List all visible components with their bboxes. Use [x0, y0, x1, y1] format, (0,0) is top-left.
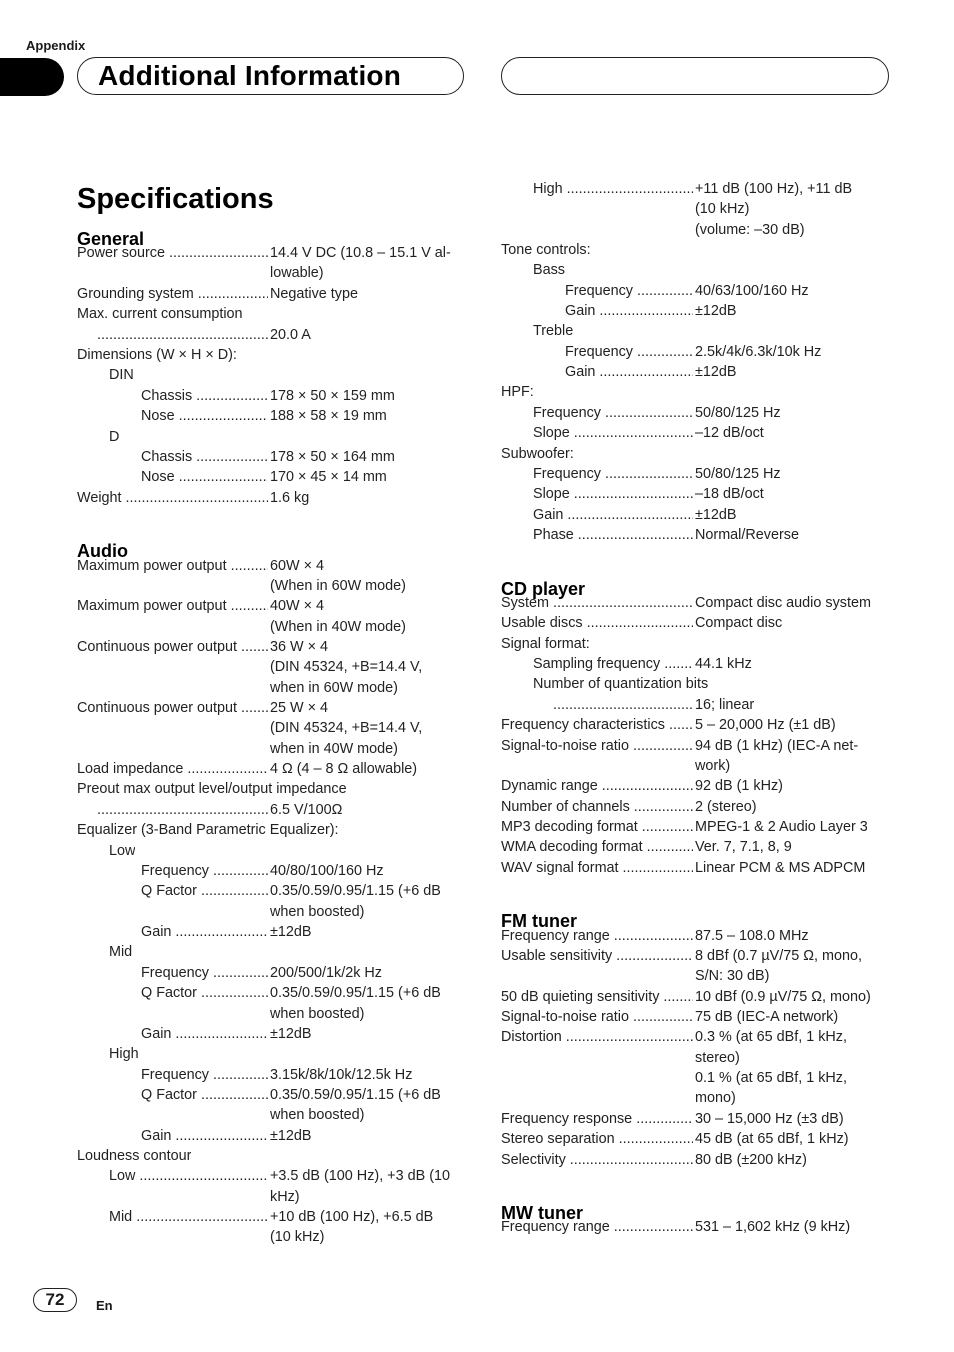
spec-label: Load impedance .....: [77, 759, 268, 779]
spec-row: [77, 922, 467, 942]
spec-row: [501, 199, 891, 219]
section-heading: MW tuner: [501, 1203, 583, 1223]
spec-value: 0.35/0.59/0.95/1.15 (+6 dB: [270, 883, 441, 899]
spec-label: DIN: [109, 367, 134, 383]
spec-row: [501, 525, 891, 545]
spec-row: [501, 966, 891, 986]
spec-value: +11 dB (100 Hz), +11 dB: [695, 181, 853, 197]
spec-row: [77, 1207, 467, 1227]
spec-row: [501, 634, 891, 654]
spec-row: [77, 1044, 467, 1064]
spec-label: [553, 695, 693, 715]
spec-label: Sampling frequency .....: [533, 654, 693, 674]
spec-label: Mid: [109, 944, 133, 960]
spec-row: [501, 837, 891, 857]
spec-row: [501, 220, 891, 240]
spec-label: Loudness contour: [77, 1148, 192, 1164]
spec-value: 5 – 20,000 Hz (±1 dB): [695, 717, 836, 733]
spec-row: [501, 1109, 891, 1129]
spec-value: 40/63/100/160 Hz: [695, 283, 809, 299]
spec-label: Signal format:: [501, 636, 590, 652]
spec-value: (10 kHz): [270, 1229, 325, 1245]
spec-row: [501, 1088, 891, 1108]
spec-label: Bass: [533, 262, 565, 278]
spec-row: [77, 1227, 467, 1247]
spec-label: Gain .....: [533, 505, 693, 525]
spec-value: 20.0 A: [270, 327, 311, 343]
spec-row: [77, 698, 467, 718]
spec-label: System .....: [501, 593, 693, 613]
spec-row: [77, 1004, 467, 1024]
spec-value: 2.5k/4k/6.3k/10k Hz: [695, 344, 822, 360]
spec-value: kHz): [270, 1189, 300, 1205]
spec-value: 6.5 V/100Ω: [270, 802, 343, 818]
spec-value: when boosted): [270, 1006, 365, 1022]
spec-label: Grounding system .....: [77, 284, 268, 304]
spec-label: Dynamic range .....: [501, 776, 693, 796]
spec-row: [501, 505, 891, 525]
spec-value: 200/500/1k/2k Hz: [270, 965, 382, 981]
spec-label: Frequency .....: [141, 963, 268, 983]
spec-row: [77, 1126, 467, 1146]
header-title: Additional Information: [98, 60, 402, 91]
spec-row: [77, 284, 467, 304]
spec-label: Preout max output level/output impedance: [77, 781, 347, 797]
spec-value: 10 dBf (0.9 µV/75 Ω, mono): [695, 989, 871, 1005]
spec-label: Nose .....: [141, 406, 268, 426]
spec-value: ±12dB: [270, 1128, 312, 1144]
spec-row: [77, 759, 467, 779]
spec-row: [501, 946, 891, 966]
spec-label: Frequency range .....: [501, 926, 693, 946]
spec-row: [77, 718, 467, 738]
spec-label: Selectivity .....: [501, 1150, 693, 1170]
spec-value: (When in 60W mode): [270, 578, 406, 594]
spec-row: [77, 386, 467, 406]
spec-value: 2 (stereo): [695, 799, 757, 815]
spec-row: [501, 342, 891, 362]
spec-row: [501, 1129, 891, 1149]
spec-row: [77, 304, 467, 324]
spec-row: [501, 797, 891, 817]
page-number: 72: [33, 1288, 77, 1312]
spec-label: Frequency response .....: [501, 1109, 693, 1129]
spec-label: 50 dB quieting sensitivity .....: [501, 987, 693, 1007]
spec-value: 44.1 kHz: [695, 656, 752, 672]
spec-label: Slope .....: [533, 484, 693, 504]
spec-value: 94 dB (1 kHz) (IEC-A net-: [695, 738, 859, 754]
spec-value: when boosted): [270, 1107, 365, 1123]
spec-row: [501, 817, 891, 837]
spec-value: 8 dBf (0.7 µV/75 Ω, mono,: [695, 948, 863, 964]
spec-label: Chassis .....: [141, 447, 268, 467]
spec-row: [77, 881, 467, 901]
language-code: En: [96, 1298, 113, 1313]
spec-row: [501, 444, 891, 464]
spec-value: 4 Ω (4 – 8 Ω allowable): [270, 761, 418, 777]
spec-value: 188 × 58 × 19 mm: [270, 408, 387, 424]
spec-label: Dimensions (W × H × D):: [77, 347, 237, 363]
spec-label: Frequency .....: [565, 281, 693, 301]
spec-label: Gain .....: [141, 1024, 268, 1044]
spec-row: [501, 179, 891, 199]
spec-row: [77, 861, 467, 881]
spec-row: [77, 243, 467, 263]
spec-label: Continuous power output .....: [77, 698, 268, 718]
spec-label: WMA decoding format .....: [501, 837, 693, 857]
spec-label: Number of channels .....: [501, 797, 693, 817]
spec-value: ±12dB: [695, 364, 737, 380]
spec-label: Chassis .....: [141, 386, 268, 406]
spec-label: Q Factor .....: [141, 1085, 268, 1105]
spec-value: 0.1 % (at 65 dBf, 1 kHz,: [695, 1070, 847, 1086]
spec-row: [77, 1166, 467, 1186]
spec-row: [77, 1146, 467, 1166]
spec-row: [77, 963, 467, 983]
spec-row: [501, 1068, 891, 1088]
spec-label: Treble: [533, 323, 574, 339]
spec-label: Stereo separation .....: [501, 1129, 693, 1149]
spec-value: 0.35/0.59/0.95/1.15 (+6 dB: [270, 1087, 441, 1103]
spec-label: Q Factor .....: [141, 881, 268, 901]
spec-value: 50/80/125 Hz: [695, 405, 781, 421]
spec-value: 3.15k/8k/10k/12.5k Hz: [270, 1067, 413, 1083]
spec-row: [501, 362, 891, 382]
spec-value: when boosted): [270, 904, 365, 920]
spec-label: Frequency .....: [533, 464, 693, 484]
spec-row: [501, 926, 891, 946]
spec-value: 0.35/0.59/0.95/1.15 (+6 dB: [270, 985, 441, 1001]
spec-row: [501, 613, 891, 633]
spec-label: Distortion .....: [501, 1027, 693, 1047]
spec-row: [501, 987, 891, 1007]
spec-row: [501, 674, 891, 694]
spec-row: [501, 484, 891, 504]
spec-label: Gain .....: [565, 362, 693, 382]
spec-row: [77, 406, 467, 426]
spec-row: [77, 820, 467, 840]
spec-value: 1.6 kg: [270, 490, 310, 506]
spec-row: [77, 345, 467, 365]
spec-value: when in 40W mode): [270, 741, 398, 757]
spec-label: Frequency .....: [565, 342, 693, 362]
header-empty-box: [501, 57, 889, 95]
spec-label: Slope .....: [533, 423, 693, 443]
spec-row: [501, 695, 891, 715]
spec-value: lowable): [270, 265, 324, 281]
spec-row: [77, 556, 467, 576]
section-heading: FM tuner: [501, 911, 577, 931]
spec-value: 178 × 50 × 164 mm: [270, 449, 395, 465]
spec-value: MPEG-1 & 2 Audio Layer 3: [695, 819, 868, 835]
spec-label: Frequency .....: [533, 403, 693, 423]
section-heading: Audio: [77, 541, 128, 561]
spec-label: Low .....: [109, 1166, 268, 1186]
spec-value: S/N: 30 dB): [695, 968, 770, 984]
spec-value: 0.3 % (at 65 dBf, 1 kHz,: [695, 1029, 847, 1045]
spec-row: [501, 776, 891, 796]
spec-row: [77, 1065, 467, 1085]
spec-value: work): [695, 758, 731, 774]
spec-value: (DIN 45324, +B=14.4 V,: [270, 720, 423, 736]
spec-row: [501, 321, 891, 341]
spec-row: [501, 301, 891, 321]
spec-row: [501, 593, 891, 613]
spec-row: [77, 365, 467, 385]
spec-label: Frequency .....: [141, 1065, 268, 1085]
spec-value: (When in 40W mode): [270, 619, 406, 635]
section-label: Appendix: [26, 38, 86, 53]
spec-label: Equalizer (3-Band Parametric Equalizer):: [77, 822, 339, 838]
spec-value: (DIN 45324, +B=14.4 V,: [270, 659, 423, 675]
spec-row: [77, 488, 467, 508]
spec-value: 80 dB (±200 kHz): [695, 1152, 807, 1168]
spec-row: [501, 736, 891, 756]
spec-label: Weight .....: [77, 488, 268, 508]
spec-label: Usable discs .....: [501, 613, 693, 633]
spec-label: Maximum power output .....: [77, 596, 268, 616]
spec-value: Linear PCM & MS ADPCM: [695, 860, 866, 876]
spec-label: High .....: [533, 179, 693, 199]
spec-label: Frequency range .....: [501, 1217, 693, 1237]
spec-row: [77, 576, 467, 596]
spec-value: 14.4 V DC (10.8 – 15.1 V al-: [270, 245, 451, 261]
spec-row: [77, 657, 467, 677]
spec-row: [501, 260, 891, 280]
spec-value: mono): [695, 1090, 736, 1106]
section-heading: CD player: [501, 579, 586, 599]
spec-row: [77, 427, 467, 447]
page-title: Specifications: [77, 183, 274, 215]
spec-value: 25 W × 4: [270, 700, 328, 716]
spec-row: [77, 800, 467, 820]
spec-value: 40/80/100/160 Hz: [270, 863, 384, 879]
spec-row: [77, 902, 467, 922]
spec-value: Ver. 7, 7.1, 8, 9: [695, 839, 792, 855]
spec-row: [501, 715, 891, 735]
spec-label: Continuous power output .....: [77, 637, 268, 657]
spec-label: Phase .....: [533, 525, 693, 545]
spec-row: [501, 1027, 891, 1047]
spec-label: [97, 325, 268, 345]
spec-value: 60W × 4: [270, 558, 324, 574]
spec-value: –18 dB/oct: [695, 486, 764, 502]
spec-value: Compact disc: [695, 615, 783, 631]
spec-row: [77, 841, 467, 861]
spec-row: [501, 423, 891, 443]
spec-row: [77, 678, 467, 698]
spec-label: Usable sensitivity .....: [501, 946, 693, 966]
spec-value: +3.5 dB (100 Hz), +3 dB (10: [270, 1168, 450, 1184]
spec-row: [77, 942, 467, 962]
spec-row: [77, 739, 467, 759]
spec-row: [77, 983, 467, 1003]
spec-row: [501, 654, 891, 674]
spec-label: Q Factor .....: [141, 983, 268, 1003]
spec-value: when in 60W mode): [270, 680, 398, 696]
spec-value: ±12dB: [270, 924, 312, 940]
spec-label: Nose .....: [141, 467, 268, 487]
spec-row: [501, 756, 891, 776]
spec-row: [501, 403, 891, 423]
spec-label: Low: [109, 843, 136, 859]
spec-label: Gain .....: [141, 922, 268, 942]
spec-row: [77, 325, 467, 345]
spec-row: [501, 1007, 891, 1027]
spec-value: 92 dB (1 kHz): [695, 778, 783, 794]
spec-label: HPF:: [501, 384, 534, 400]
section-tab: [0, 58, 64, 96]
spec-value: 16; linear: [695, 697, 755, 713]
spec-value: (volume: –30 dB): [695, 222, 805, 238]
spec-row: [77, 637, 467, 657]
spec-value: ±12dB: [695, 507, 737, 523]
spec-row: [501, 281, 891, 301]
spec-label: Mid .....: [109, 1207, 268, 1227]
spec-row: [501, 858, 891, 878]
spec-value: stereo): [695, 1050, 740, 1066]
spec-value: 50/80/125 Hz: [695, 466, 781, 482]
spec-label: Subwoofer:: [501, 446, 574, 462]
spec-value: 170 × 45 × 14 mm: [270, 469, 387, 485]
spec-row: [501, 1048, 891, 1068]
spec-value: 40W × 4: [270, 598, 324, 614]
spec-value: 30 – 15,000 Hz (±3 dB): [695, 1111, 844, 1127]
spec-row: [501, 1150, 891, 1170]
spec-value: 45 dB (at 65 dBf, 1 kHz): [695, 1131, 849, 1147]
spec-value: 36 W × 4: [270, 639, 328, 655]
spec-value: 87.5 – 108.0 MHz: [695, 928, 809, 944]
spec-row: [501, 382, 891, 402]
spec-label: Tone controls:: [501, 242, 591, 258]
spec-value: Negative type: [270, 286, 358, 302]
spec-row: [501, 240, 891, 260]
spec-value: 531 – 1,602 kHz (9 kHz): [695, 1219, 851, 1235]
spec-value: Compact disc audio system: [695, 595, 871, 611]
spec-value: (10 kHz): [695, 201, 750, 217]
spec-label: Maximum power output .....: [77, 556, 268, 576]
spec-label: Number of quantization bits: [533, 676, 709, 692]
spec-row: [77, 1187, 467, 1207]
spec-label: Gain .....: [565, 301, 693, 321]
header-title-box: [77, 57, 464, 95]
spec-row: [77, 596, 467, 616]
spec-row: [501, 464, 891, 484]
spec-value: ±12dB: [270, 1026, 312, 1042]
spec-value: +10 dB (100 Hz), +6.5 dB: [270, 1209, 434, 1225]
spec-row: [77, 447, 467, 467]
spec-value: –12 dB/oct: [695, 425, 764, 441]
spec-row: [77, 467, 467, 487]
spec-label: Signal-to-noise ratio .....: [501, 1007, 693, 1027]
spec-value: ±12dB: [695, 303, 737, 319]
spec-row: [77, 779, 467, 799]
spec-row: [77, 1105, 467, 1125]
spec-label: WAV signal format .....: [501, 858, 693, 878]
spec-value: 75 dB (IEC-A network): [695, 1009, 839, 1025]
spec-label: D: [109, 429, 120, 445]
spec-label: Gain .....: [141, 1126, 268, 1146]
spec-row: [77, 263, 467, 283]
spec-value: Normal/Reverse: [695, 527, 799, 543]
spec-value: 178 × 50 × 159 mm: [270, 388, 395, 404]
spec-row: [77, 617, 467, 637]
spec-row: [501, 1217, 891, 1237]
spec-label: Signal-to-noise ratio .....: [501, 736, 693, 756]
spec-row: [77, 1085, 467, 1105]
spec-label: Frequency .....: [141, 861, 268, 881]
spec-label: Frequency characteristics .....: [501, 715, 693, 735]
spec-label: [97, 800, 268, 820]
spec-label: Power source .....: [77, 243, 268, 263]
section-heading: General: [77, 229, 145, 249]
spec-label: High: [109, 1046, 139, 1062]
spec-row: [77, 1024, 467, 1044]
spec-label: Max. current consumption: [77, 306, 243, 322]
spec-label: MP3 decoding format .....: [501, 817, 693, 837]
